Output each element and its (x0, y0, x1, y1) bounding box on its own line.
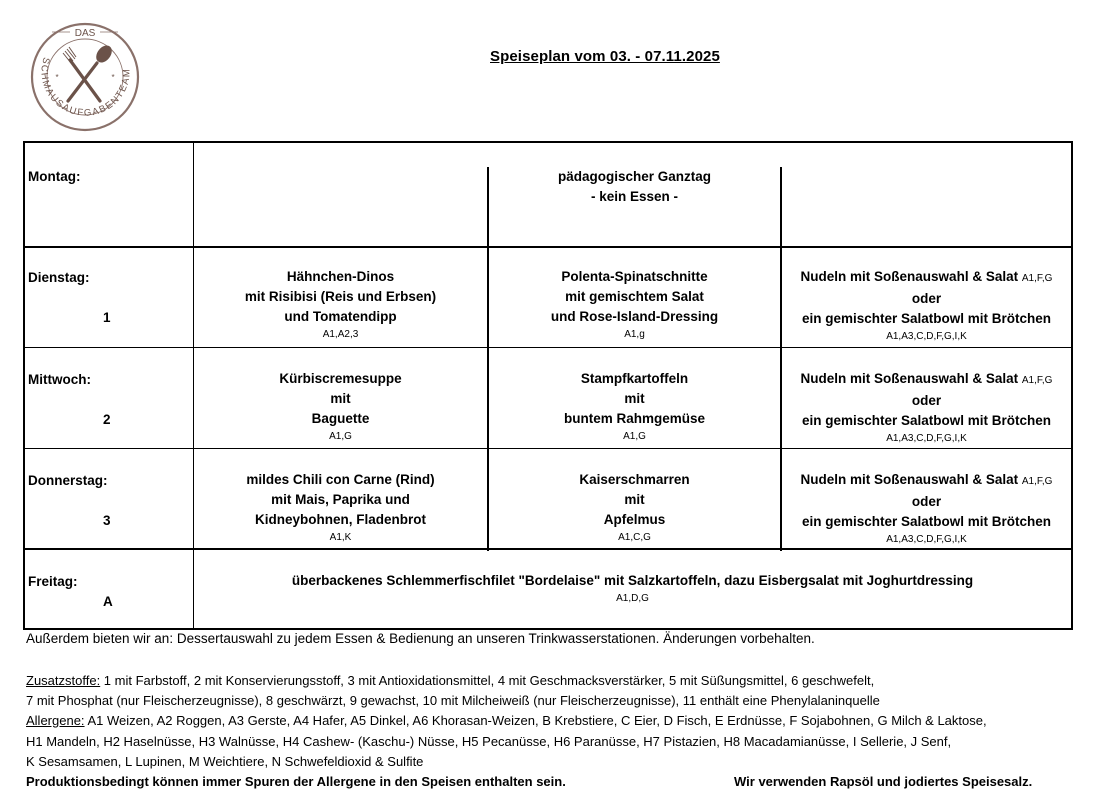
day-label: Dienstag: (28, 270, 90, 285)
additives-text: 1 mit Farbstoff, 2 mit Konservierungsstoff, 3 mit Antioxidationsmittel, 4 mit Geschmacksverstärker, 5 mit Süßungsmittel, 6 geschwefelt, (100, 673, 875, 688)
spoon-icon (68, 43, 114, 101)
fork-icon (63, 47, 100, 101)
menu-line: ein gemischter Salatbowl mit Brötchen (801, 413, 1052, 428)
menu-line: Kürbiscremesuppe (279, 371, 402, 386)
allergen-codes: A1,g (624, 329, 645, 340)
logo-arc-text: SCHMAUSAUFGABENTEAM (38, 56, 133, 119)
allergens-line-2: H1 Mandeln, H2 Haselnüsse, H3 Walnüsse, H4 Cashew- (Kaschu-) Nüsse, H5 Pecanüsse, H6 Paranüsse, H7 Pistazien, H8 Macadamianüsse, I Sellerie, J Senf, (26, 734, 952, 749)
day-row-montag (25, 143, 1071, 246)
allergen-codes: A1,F,G (1021, 476, 1053, 487)
additives-label: Zusatzstoffe: (26, 673, 101, 688)
day-number: 1 (103, 310, 111, 325)
oil-salt-note: Wir verwenden Rapsöl und jodiertes Speisesalz. (734, 774, 1033, 789)
day-row-freitag (25, 550, 1071, 630)
menu-line: Nudeln mit Soßenauswahl & Salat (800, 371, 1019, 386)
allergen-codes: A1,A3,C,D,F,G,I,K (886, 331, 967, 342)
day-number: A (103, 594, 113, 609)
day-label: Mittwoch: (28, 372, 91, 387)
menu-line: oder (911, 291, 942, 306)
traces-note: Produktionsbedingt können immer Spuren der Allergene in den Speisen enthalten sein. (26, 774, 566, 789)
menu-3 (782, 470, 1071, 548)
allergens-line-1 (26, 713, 987, 728)
menu-line: Stampfkartoffeln (580, 371, 689, 386)
closed-note-line: pädagogischer Ganztag (557, 169, 712, 184)
additives-line-2: 7 mit Phosphat (nur Fleischerzeugnisse), 8 geschwärzt, 9 gewachst, 10 mit Milcheiweiß (nur Fleischerzeugnisse), 11 enthält eine Phenylalaninquelle (26, 693, 880, 708)
menu-line: buntem Rahmgemüse (563, 411, 706, 426)
menu-line: mit Mais, Paprika und (271, 492, 410, 507)
menu-1 (194, 369, 487, 445)
allergen-codes: A1,F,G (1021, 375, 1053, 386)
menu-table (23, 141, 1073, 630)
menu-2 (489, 369, 780, 445)
menu-line: oder (911, 393, 942, 408)
menu-line: Nudeln mit Soßenauswahl & Salat (800, 269, 1019, 284)
menu-line: und Rose-Island-Dressing (550, 309, 719, 324)
day-number: 3 (103, 513, 111, 528)
day-label: Donnerstag: (28, 473, 108, 488)
menu-friday (194, 571, 1071, 607)
closed-note-line: - kein Essen - (590, 189, 679, 204)
menu-line: mit Risibisi (Reis und Erbsen) (244, 289, 437, 304)
allergen-codes: A1,D,G (616, 593, 649, 604)
schmausaufgabenteam-logo (30, 17, 140, 135)
menu-line: Apfelmus (603, 512, 666, 527)
menu-1 (194, 267, 487, 343)
day-label: Freitag: (28, 574, 78, 589)
star-icon: * (111, 73, 115, 82)
menu-line: ein gemischter Salatbowl mit Brötchen (801, 514, 1052, 529)
allergen-codes: A1,A2,3 (322, 329, 359, 340)
menu-3 (782, 267, 1071, 345)
day-label: Montag: (28, 169, 81, 184)
menu-2 (489, 267, 780, 343)
allergens-line-3: K Sesamsamen, L Lupinen, M Weichtiere, N Schwefeldioxid & Sulfite (26, 754, 424, 769)
menu-1 (194, 470, 487, 546)
day-row-mittwoch (25, 348, 1071, 448)
menu-line: Kaiserschmarren (579, 472, 690, 487)
allergen-codes: A1,A3,C,D,F,G,I,K (886, 534, 967, 545)
allergen-codes: A1,A3,C,D,F,G,I,K (886, 433, 967, 444)
menu-line: mit (624, 391, 645, 406)
menu-line: ein gemischter Salatbowl mit Brötchen (801, 311, 1052, 326)
menu-line: mit (624, 492, 645, 507)
menu-3 (782, 369, 1071, 447)
additives-line-1 (26, 673, 874, 688)
menu-line: und Tomatendipp (284, 309, 397, 324)
allergen-codes: A1,G (329, 431, 352, 442)
menu-line: überbackenes Schlemmerfischfilet "Bordelaise" mit Salzkartoffeln, dazu Eisbergsalat mit Joghurtdressing (291, 573, 974, 588)
menu-line: Kidneybohnen, Fladenbrot (255, 512, 426, 527)
closed-note (489, 167, 780, 207)
day-number: 2 (103, 412, 111, 427)
allergens-text: A1 Weizen, A2 Roggen, A3 Gerste, A4 Hafer, A5 Dinkel, A6 Khorasan-Weizen, B Krebstiere, C Eier, D Fisch, E Erdnüsse, F Sojabohnen, G Milch & Laktose, (84, 713, 987, 728)
menu-line: Baguette (311, 411, 370, 426)
allergen-codes: A1,C,G (618, 532, 651, 543)
menu-line: oder (911, 494, 942, 509)
page-title: Speiseplan vom 03. - 07.11.2025 (490, 48, 720, 65)
menu-line: Polenta-Spinatschnitte (561, 269, 708, 284)
menu-line: mit (330, 391, 351, 406)
menu-line: Nudeln mit Soßenauswahl & Salat (800, 472, 1019, 487)
allergen-codes: A1,K (329, 532, 352, 543)
logo-top-text: DAS (74, 28, 96, 39)
menu-2 (489, 470, 780, 546)
day-row-dienstag (25, 248, 1071, 347)
allergen-codes: A1,G (623, 431, 646, 442)
allergens-label: Allergene: (26, 713, 85, 728)
extra-offer-note: Außerdem bieten wir an: Dessertauswahl zu jedem Essen & Bedienung an unseren Trinkwasserstationen. Änderungen vorbehalten. (26, 631, 815, 646)
menu-line: mildes Chili con Carne (Rind) (246, 472, 435, 487)
menu-line: Hähnchen-Dinos (286, 269, 395, 284)
day-row-donnerstag (25, 449, 1071, 548)
allergen-codes: A1,F,G (1021, 273, 1053, 284)
menu-line: mit gemischtem Salat (565, 289, 704, 304)
star-icon: * (55, 73, 59, 82)
